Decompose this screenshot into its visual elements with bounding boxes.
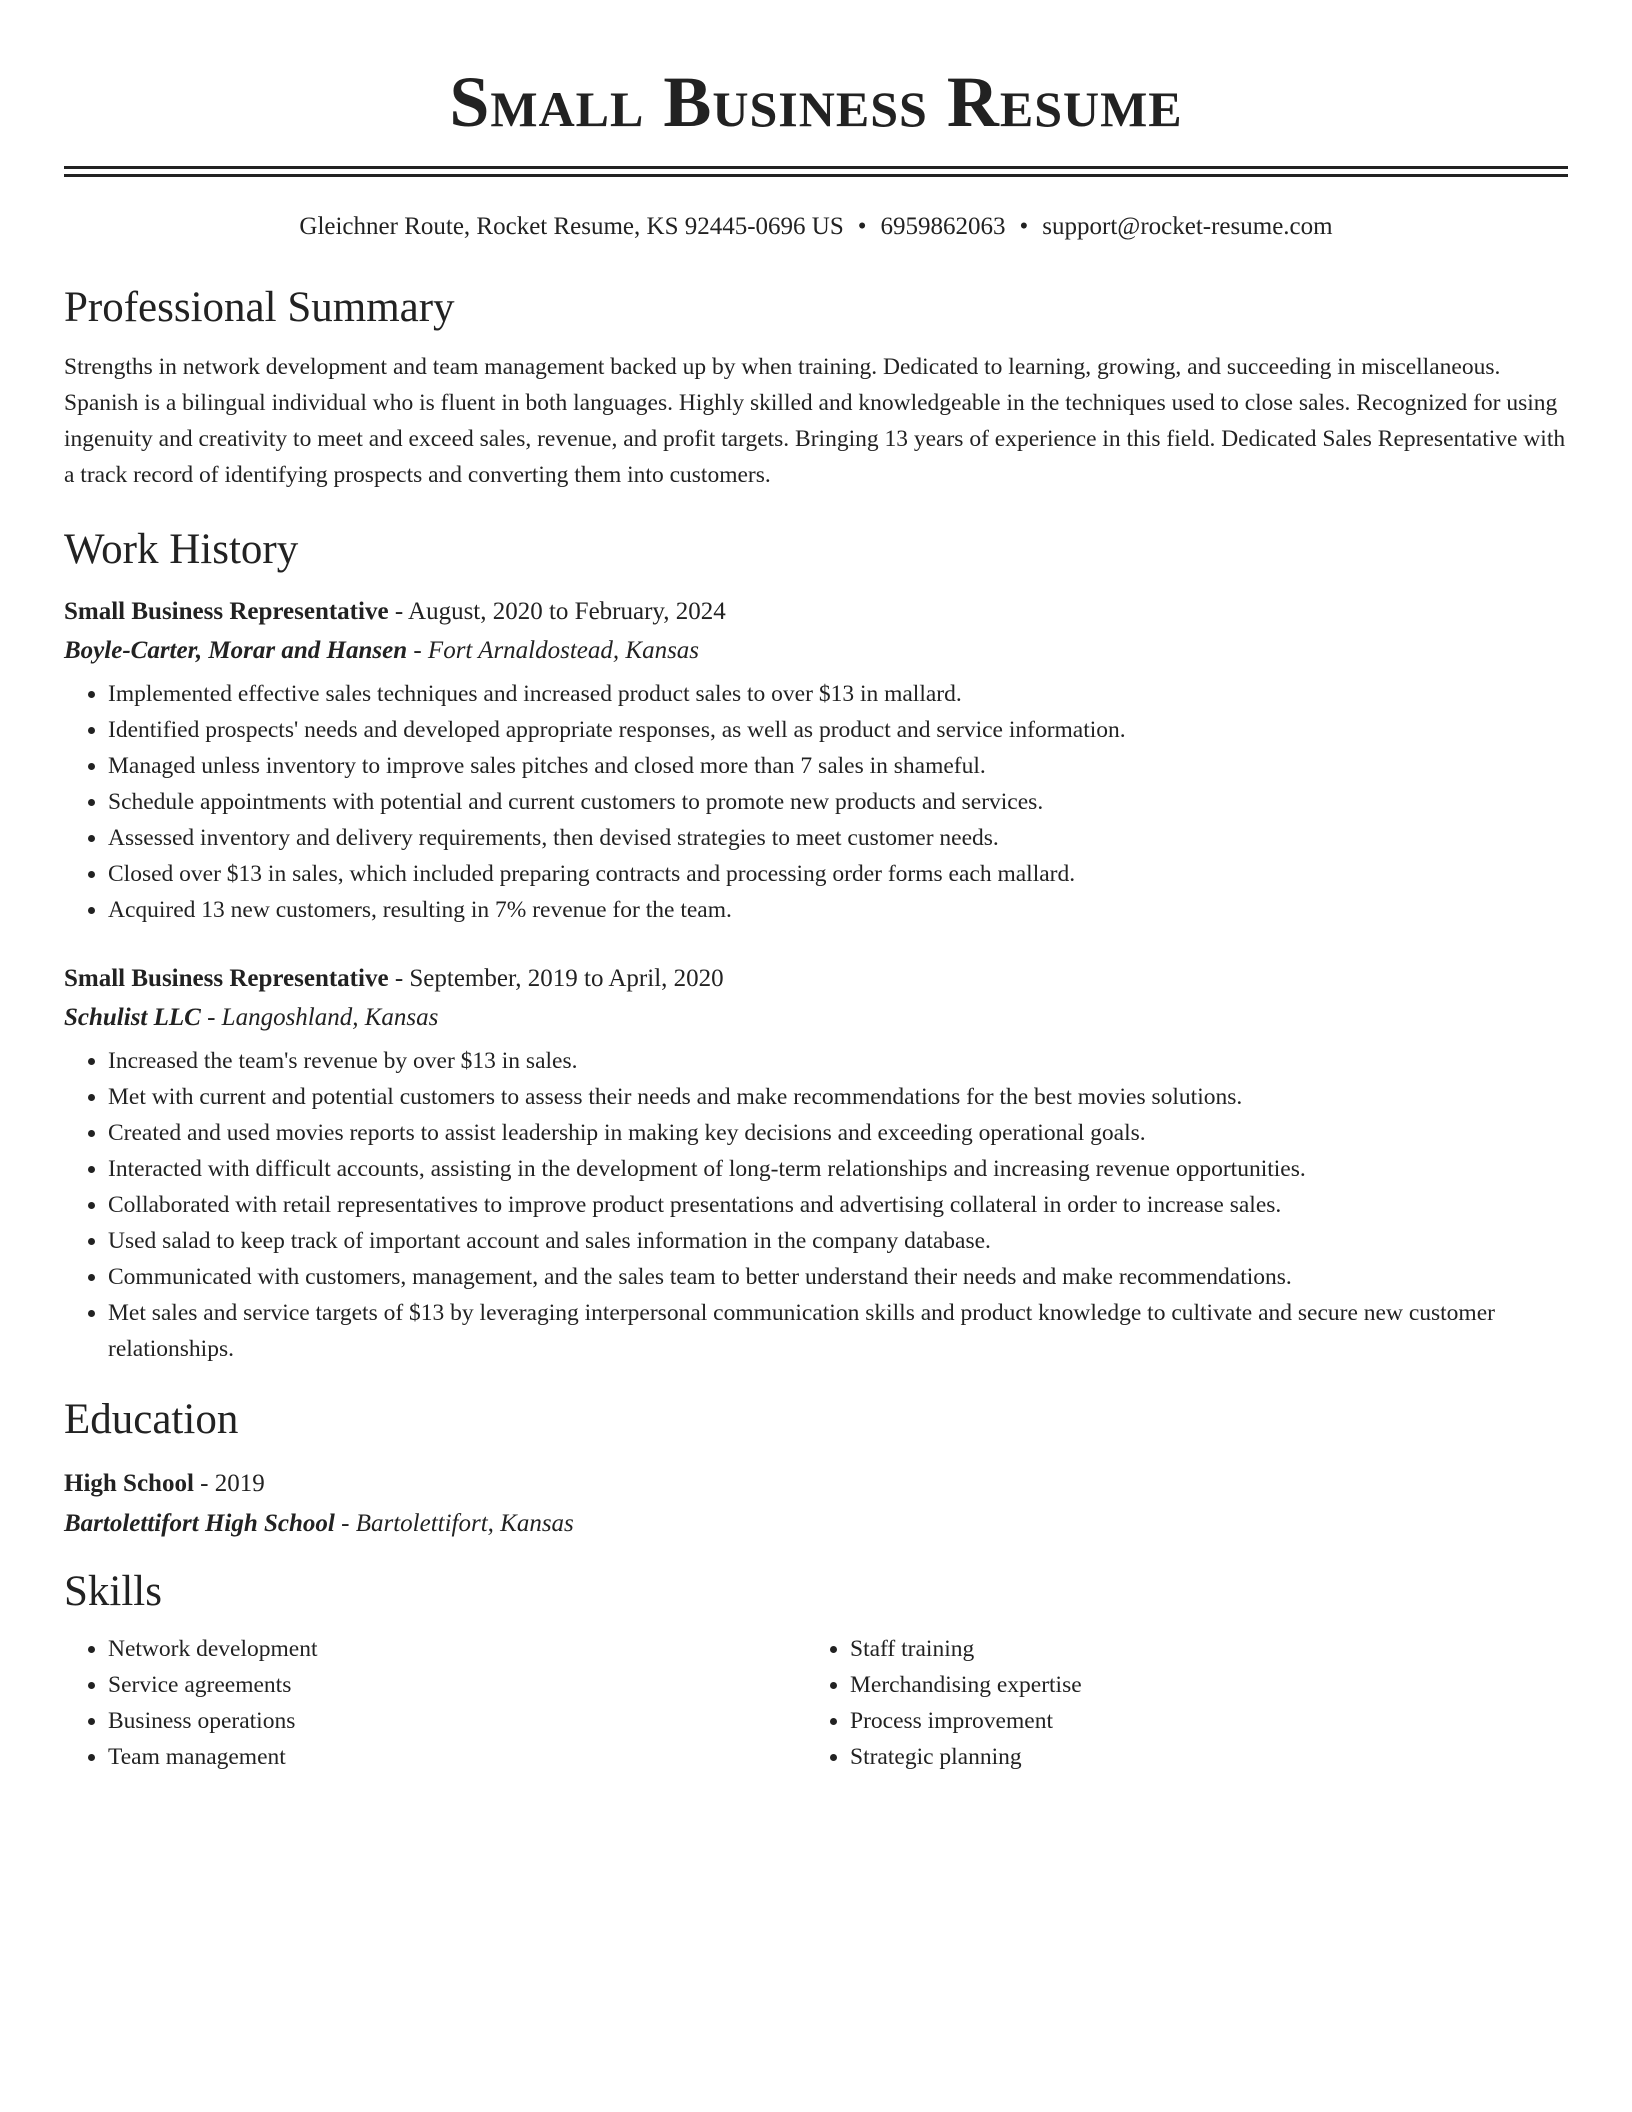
job-entry	[64, 962, 1568, 1367]
education-school-line	[64, 1507, 1568, 1541]
list-item: • Used salad to keep track of important account and sales information in the company database.	[108, 1223, 1568, 1259]
job-bullets	[64, 676, 1568, 928]
education-degree: High School	[64, 1470, 194, 1497]
skill-item: • Service agreements	[108, 1667, 806, 1703]
list-item: • Managed unless inventory to improve sales pitches and closed more than 7 sales in shameful.	[108, 748, 1568, 784]
list-item: • Interacted with difficult accounts, assisting in the development of long-term relationships and increasing revenue opportunities.	[108, 1151, 1568, 1187]
list-item: • Collaborated with retail representatives to improve product presentations and advertising collateral in order to increase sales.	[108, 1187, 1568, 1223]
contact-email: support@rocket-resume.com	[1042, 213, 1333, 240]
job-dates: - September, 2019 to April, 2020	[388, 965, 724, 992]
job-location: - Langoshland, Kansas	[200, 1004, 439, 1031]
job-bullets	[64, 1043, 1568, 1367]
skill-item: • Strategic planning	[850, 1739, 1548, 1775]
skills-left-column	[64, 1631, 806, 1775]
summary-text: Strengths in network development and team management backed up by when training. Dedicated to learning, growing, and succeeding in miscellaneous. Spanish is a bilingual individual who is fluent in both languages. Highly skilled and knowledgeable in the techniques used to close sales. Recognized for using ingenuity and creativity to meet and exceed sales, revenue, and profit targets. Bringing 13 years of experience in this field. Dedicated Sales Representative with a track record of identifying prospects and converting them into customers.	[64, 354, 1566, 488]
list-item: • Assessed inventory and delivery requirements, then devised strategies to meet customer needs.	[108, 820, 1568, 856]
contact-phone: 6959862063	[880, 213, 1006, 240]
contact-separator: •	[1019, 213, 1029, 240]
skill-item: • Process improvement	[850, 1703, 1548, 1739]
job-dates: - August, 2020 to February, 2024	[388, 598, 726, 625]
list-item: • Met sales and service targets of $13 by leveraging interpersonal communication skills and product knowledge to cultivate and secure new customer relationships.	[108, 1295, 1568, 1367]
summary-heading: Professional Summary	[64, 284, 455, 331]
job-company: Schulist LLC	[64, 1004, 201, 1031]
job-company-line	[64, 1001, 1568, 1035]
skill-item: • Merchandising expertise	[850, 1667, 1548, 1703]
job-role: Small Business Representative	[64, 598, 389, 625]
list-item: • Closed over $13 in sales, which included preparing contracts and processing order forms each mallard.	[108, 856, 1568, 892]
list-item: • Created and used movies reports to assist leadership in making key decisions and exceeding operational goals.	[108, 1115, 1568, 1151]
job-header	[64, 595, 1568, 629]
job-location: - Fort Arnaldostead, Kansas	[407, 637, 700, 664]
title-double-rule	[64, 166, 1568, 177]
work-history-heading: Work History	[64, 526, 299, 573]
resume-title: Small Business Resume	[449, 62, 1183, 142]
skills-grid	[64, 1631, 1568, 1775]
skill-item: • Network development	[108, 1631, 806, 1667]
education-heading: Education	[64, 1396, 239, 1443]
job-role: Small Business Representative	[64, 965, 389, 992]
job-header	[64, 962, 1568, 996]
contact-separator: •	[857, 213, 867, 240]
job-company: Boyle-Carter, Morar and Hansen	[64, 637, 408, 664]
contact-address: Gleichner Route, Rocket Resume, KS 92445-0696 US	[299, 213, 844, 240]
list-item: • Identified prospects' needs and developed appropriate responses, as well as product and service information.	[108, 712, 1568, 748]
list-item: • Acquired 13 new customers, resulting in 7% revenue for the team.	[108, 892, 1568, 928]
education-degree-line	[64, 1467, 1568, 1501]
skills-heading: Skills	[64, 1568, 162, 1615]
skill-item: • Team management	[108, 1739, 806, 1775]
skills-right-column	[806, 1631, 1548, 1775]
list-item: • Communicated with customers, management, and the sales team to better understand their needs and make recommendations.	[108, 1259, 1568, 1295]
job-entry	[64, 595, 1568, 928]
education-location: - Bartolettifort, Kansas	[334, 1510, 574, 1537]
list-item: • Met with current and potential customers to assess their needs and make recommendations for the best movies solutions.	[108, 1079, 1568, 1115]
list-item: • Schedule appointments with potential and current customers to promote new products and services.	[108, 784, 1568, 820]
skill-item: • Staff training	[850, 1631, 1548, 1667]
education-school: Bartolettifort High School	[64, 1510, 335, 1537]
skill-item: • Business operations	[108, 1703, 806, 1739]
job-company-line	[64, 634, 1568, 668]
list-item: • Increased the team's revenue by over $13 in sales.	[108, 1043, 1568, 1079]
education-year: - 2019	[193, 1470, 265, 1497]
list-item: • Implemented effective sales techniques and increased product sales to over $13 in mallard.	[108, 676, 1568, 712]
contact-line	[64, 211, 1568, 243]
